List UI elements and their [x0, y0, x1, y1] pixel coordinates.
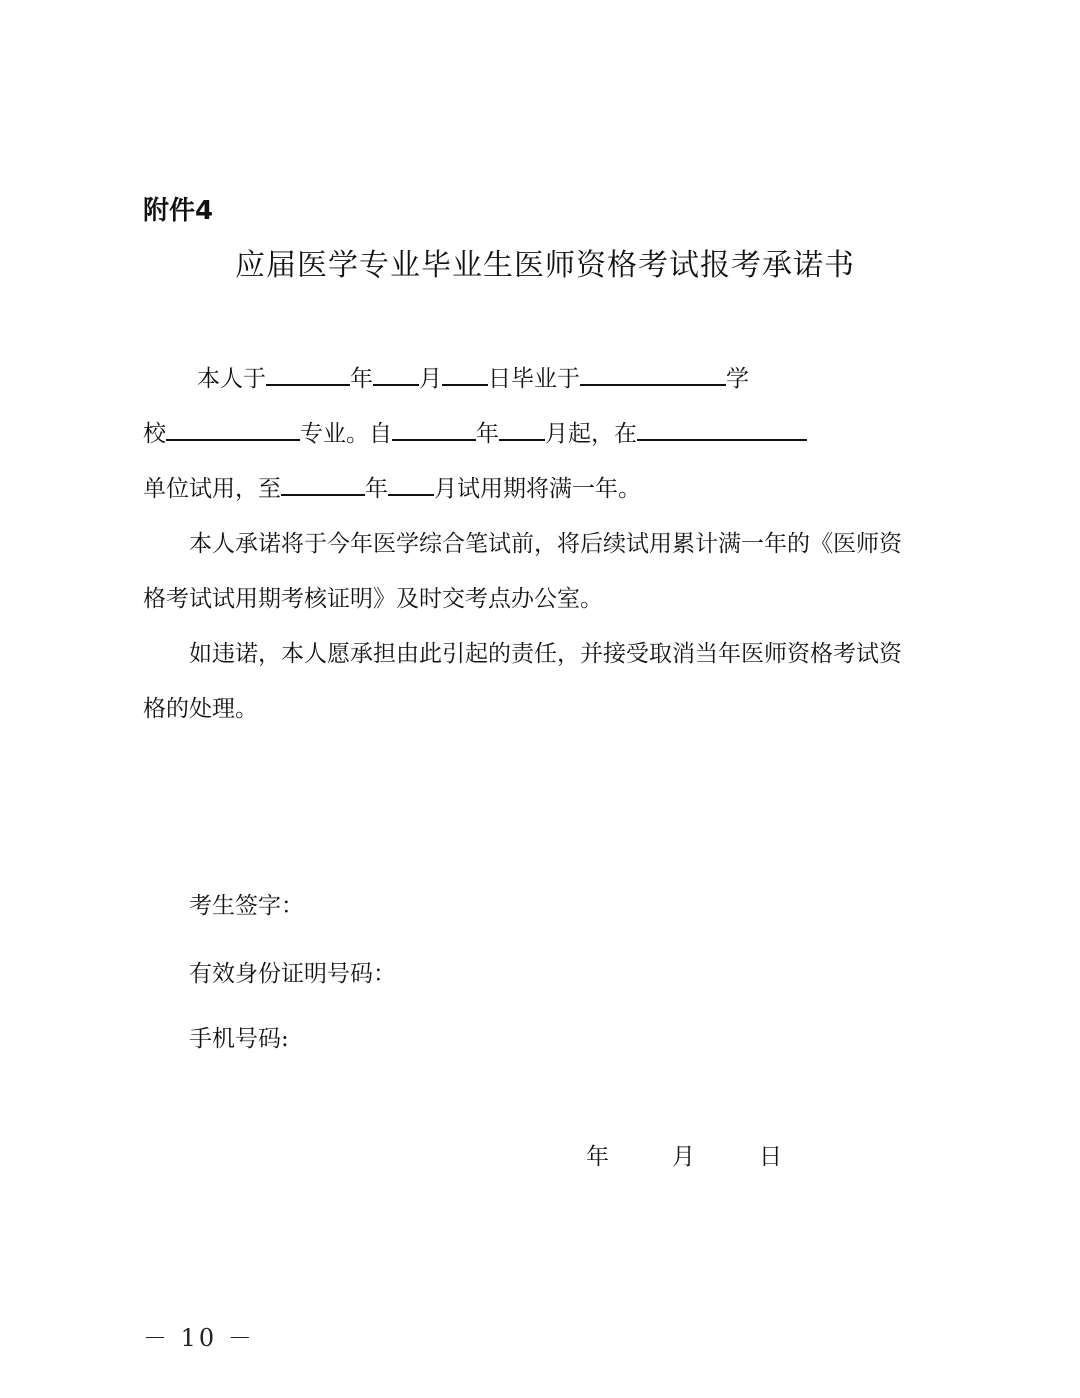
- candidate-signature-label: 考生签字：: [189, 893, 304, 919]
- graduation-month-blank[interactable]: [373, 362, 419, 386]
- trial-end-month-blank[interactable]: [388, 472, 434, 496]
- paragraph-1-line-2: [143, 415, 807, 448]
- trial-end-year-blank[interactable]: [281, 472, 365, 496]
- paragraph-3-line-2: 格的处理。: [143, 696, 258, 722]
- paragraph-1-line-3: [143, 470, 641, 503]
- paragraph-2-line-1: 本人承诺将于今年医学综合笔试前，将后续试用累计满一年的《医师资: [189, 531, 902, 557]
- text-day-graduated: 日毕业于: [488, 366, 580, 392]
- text-xiao: 校: [143, 421, 166, 447]
- text-year-2: 年: [476, 421, 499, 447]
- date-year: 年: [586, 1144, 609, 1170]
- attachment-label: 附件4: [143, 196, 214, 226]
- text-month-from: 月起，在: [545, 421, 637, 447]
- text-xue: 学: [726, 366, 749, 392]
- trial-start-month-blank[interactable]: [499, 417, 545, 441]
- text-year: 年: [350, 366, 373, 392]
- major-blank[interactable]: [166, 417, 300, 441]
- date-day: 日: [759, 1144, 782, 1170]
- graduation-day-blank[interactable]: [442, 362, 488, 386]
- work-unit-blank[interactable]: [637, 417, 807, 441]
- paragraph-2-line-2: 格考试试用期考核证明》及时交考点办公室。: [143, 586, 603, 612]
- page-number: － 10 －: [143, 1324, 255, 1352]
- text-year-3: 年: [365, 476, 388, 502]
- school-name-blank[interactable]: [580, 362, 726, 386]
- text-month: 月: [419, 366, 442, 392]
- paragraph-3-line-1: 如违诺，本人愿承担由此引起的责任，并接受取消当年医师资格考试资: [189, 641, 902, 667]
- phone-number-label: 手机号码:: [189, 1026, 289, 1052]
- id-number-label: 有效身份证明号码：: [189, 961, 396, 987]
- paragraph-1-line-1: [197, 360, 749, 393]
- text-major-from: 专业。自: [300, 421, 392, 447]
- text-unit-trial: 单位试用，至: [143, 476, 281, 502]
- document-title: 应届医学专业毕业生医师资格考试报考承诺书: [235, 248, 855, 283]
- text-month-end: 月试用期将满一年。: [434, 476, 641, 502]
- graduation-year-blank[interactable]: [266, 362, 350, 386]
- trial-start-year-blank[interactable]: [392, 417, 476, 441]
- text-benrenyu: 本人于: [197, 366, 266, 392]
- date-month: 月: [672, 1144, 695, 1170]
